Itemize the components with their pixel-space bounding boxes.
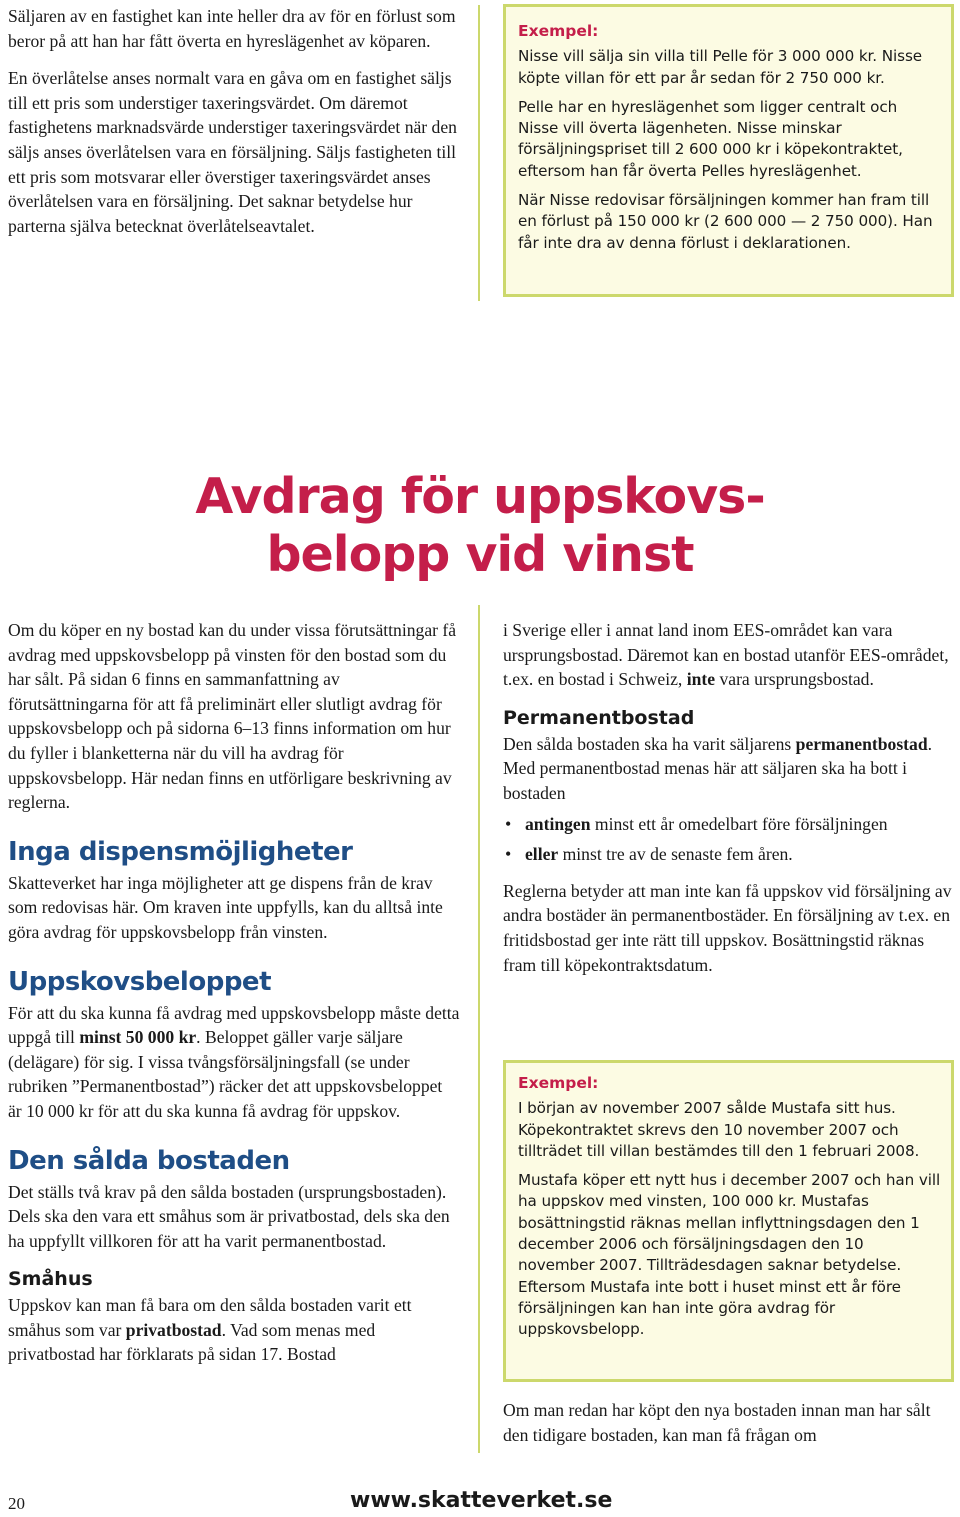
paragraph: i Sverige eller i annat land inom EES-området kan vara ursprungsbostad. Däremot kan en bostad utanför EES-området, t.ex. en bostad i Schweiz, inte vara ursprungsbostad. bbox=[503, 620, 949, 690]
section-heading-dispens: Inga dispensmöjligheter bbox=[8, 836, 353, 867]
top-left-text bbox=[8, 4, 463, 251]
example-paragraph: I början av november 2007 sålde Mustafa sitt hus. Köpekontraktet skrevs den 10 november 2007 och tillträdet till villan bestämdes till den 1 februari 2008. bbox=[518, 1099, 920, 1160]
example-paragraph: Nisse vill sälja sin villa till Pelle för 3 000 000 kr. Nisse köpte villan för ett par år sedan för 2 750 000 kr. bbox=[518, 47, 923, 87]
paragraph: Det ställs två krav på den sålda bostaden (ursprungsbostaden). Dels ska den vara ett småhus som är privatbostad, dels ska den ha uppfyllt villkoren för att ha varit permanentbostad. bbox=[8, 1181, 450, 1251]
page-number: 20 bbox=[8, 1494, 25, 1513]
emphasis: permanentbostad bbox=[795, 733, 928, 754]
paragraph: En överlåtelse anses normalt vara en gåva om en fastighet säljs till ett pris som understiger taxeringsvärdet. Om däremot fastighetens marknadsvärde understiger taxeringsvärdet när den säljs anses överlåtelsen vara en försäljning. Säljs fastigheten till ett pris som motsvarar eller överstiger taxeringsvärdet anses överlåtelsen vara en försäljning. Det saknar betydelse hur parterna själva betecknat överlåtelseavtalet. bbox=[8, 68, 457, 236]
column-divider bbox=[478, 5, 480, 301]
column-divider bbox=[478, 605, 480, 1453]
list-item: • antingen minst ett år omedelbart före försäljningen bbox=[503, 812, 955, 837]
example-box bbox=[503, 4, 954, 297]
paragraph: Den sålda bostaden ska ha varit säljarens permanentbostad. Med permanentbostad menas här att säljaren ska ha bott i bostaden bbox=[503, 733, 933, 803]
paragraph: För att du ska kunna få avdrag med uppskovsbelopp måste detta uppgå till minst 50 000 kr. Beloppet gäller varje säljare (delägare) för sig. I vissa tvångsförsäljningsfall (se under rubriken ”Permanentbostad”) räcker det att uppskovsbeloppet är 10 000 kr för att du ska kunna få avdrag för uppskov. bbox=[8, 1002, 460, 1121]
paragraph: Uppskov kan man få bara om den sålda bostaden varit ett småhus som var privatbostad. Vad som menas med privatbostad har förklarats på sidan 17. Bostad bbox=[8, 1295, 412, 1365]
intro-paragraph: Om du köper en ny bostad kan du under vissa förutsättningar få avdrag med uppskovsbelopp på vinsten för den bostad som du har sålt. På sidan 6 finns en sammanfattning av förutsättningarna för att få preliminärt eller slutligt avdrag för uppskovsbelopp och på sidorna 6–13 finns information om hur du fyller i blanketterna när du vill ha avdrag för uppskovsbelopp. Här nedan finns en utförligare beskrivning av reglerna. bbox=[8, 620, 457, 813]
emphasis: privatbostad bbox=[125, 1319, 222, 1340]
section-heading-salda-bostaden: Den sålda bostaden bbox=[8, 1145, 290, 1176]
example-paragraph: Pelle har en hyreslägenhet som ligger centralt och Nisse vill överta lägenheten. Nisse minskar försäljningspriset till 2 600 000 kr i köpekontraktet, eftersom han får överta Pelles hyreslägenhet. bbox=[518, 97, 903, 180]
paragraph: Skatteverket har inga möjligheter att ge dispens från de krav som redovisas här. Om kraven inte uppfylls, kan du alltså inte göra avdrag för uppskovsbelopp från vinsten. bbox=[8, 872, 443, 942]
section-heading-uppskovsbeloppet: Uppskovsbeloppet bbox=[8, 966, 271, 997]
emphasis: minst 50 000 kr bbox=[79, 1027, 197, 1048]
emphasis: inte bbox=[686, 669, 716, 690]
example-paragraph: Mustafa köper ett nytt hus i december 2007 och han vill ha uppskov med vinsten, 100 000 kr. Mustafas bosättningstid räknas mellan inflyttningsdagen den 1 december 2006 och försäljningsdagen den 10 november 2007. Tillträdesdagen saknar betydelse. Eftersom Mustafa inte bott i huset minst ett år före försäljningen kan han inte göra avdrag för uppskovsbelopp. bbox=[518, 1171, 941, 1339]
page-title-line: belopp vid vinst bbox=[266, 526, 694, 583]
paragraph: Om man redan har köpt den nya bostaden innan man har sålt den tidigare bostaden, kan man få frågan om bbox=[503, 1400, 931, 1445]
paragraph: Reglerna betyder att man inte kan få uppskov vid försäljning av andra bostäder än permanentbostäder. En försäljning av t.ex. en fritidsbostad ger inte rätt till uppskov. Bosättningstid räknas fram till köpekontraktsdatum. bbox=[503, 880, 952, 975]
subheading-smahus: Småhus bbox=[8, 1268, 93, 1291]
right-column bbox=[503, 618, 955, 977]
left-column bbox=[8, 618, 460, 1367]
page-title bbox=[0, 468, 960, 584]
example-box bbox=[503, 1060, 954, 1382]
page-title-line: Avdrag för uppskovs- bbox=[195, 468, 765, 525]
list-item: • eller minst tre av de senaste fem åren. bbox=[503, 842, 955, 867]
example-heading: Exempel: bbox=[518, 1074, 599, 1092]
example-heading: Exempel: bbox=[518, 22, 599, 40]
bullet-list bbox=[503, 812, 955, 867]
subheading-permanentbostad: Permanentbostad bbox=[503, 706, 695, 729]
example-paragraph: När Nisse redovisar försäljningen kommer han fram till en förlust på 150 000 kr (2 600 000 — 2 750 000). Han får inte dra av denna förlust i deklarationen. bbox=[518, 191, 933, 252]
website-url[interactable]: www.skatteverket.se bbox=[350, 1488, 613, 1513]
paragraph: Säljaren av en fastighet kan inte heller dra av för en förlust som beror på att han har fått överta en hyreslägenhet av köparen. bbox=[8, 6, 456, 51]
